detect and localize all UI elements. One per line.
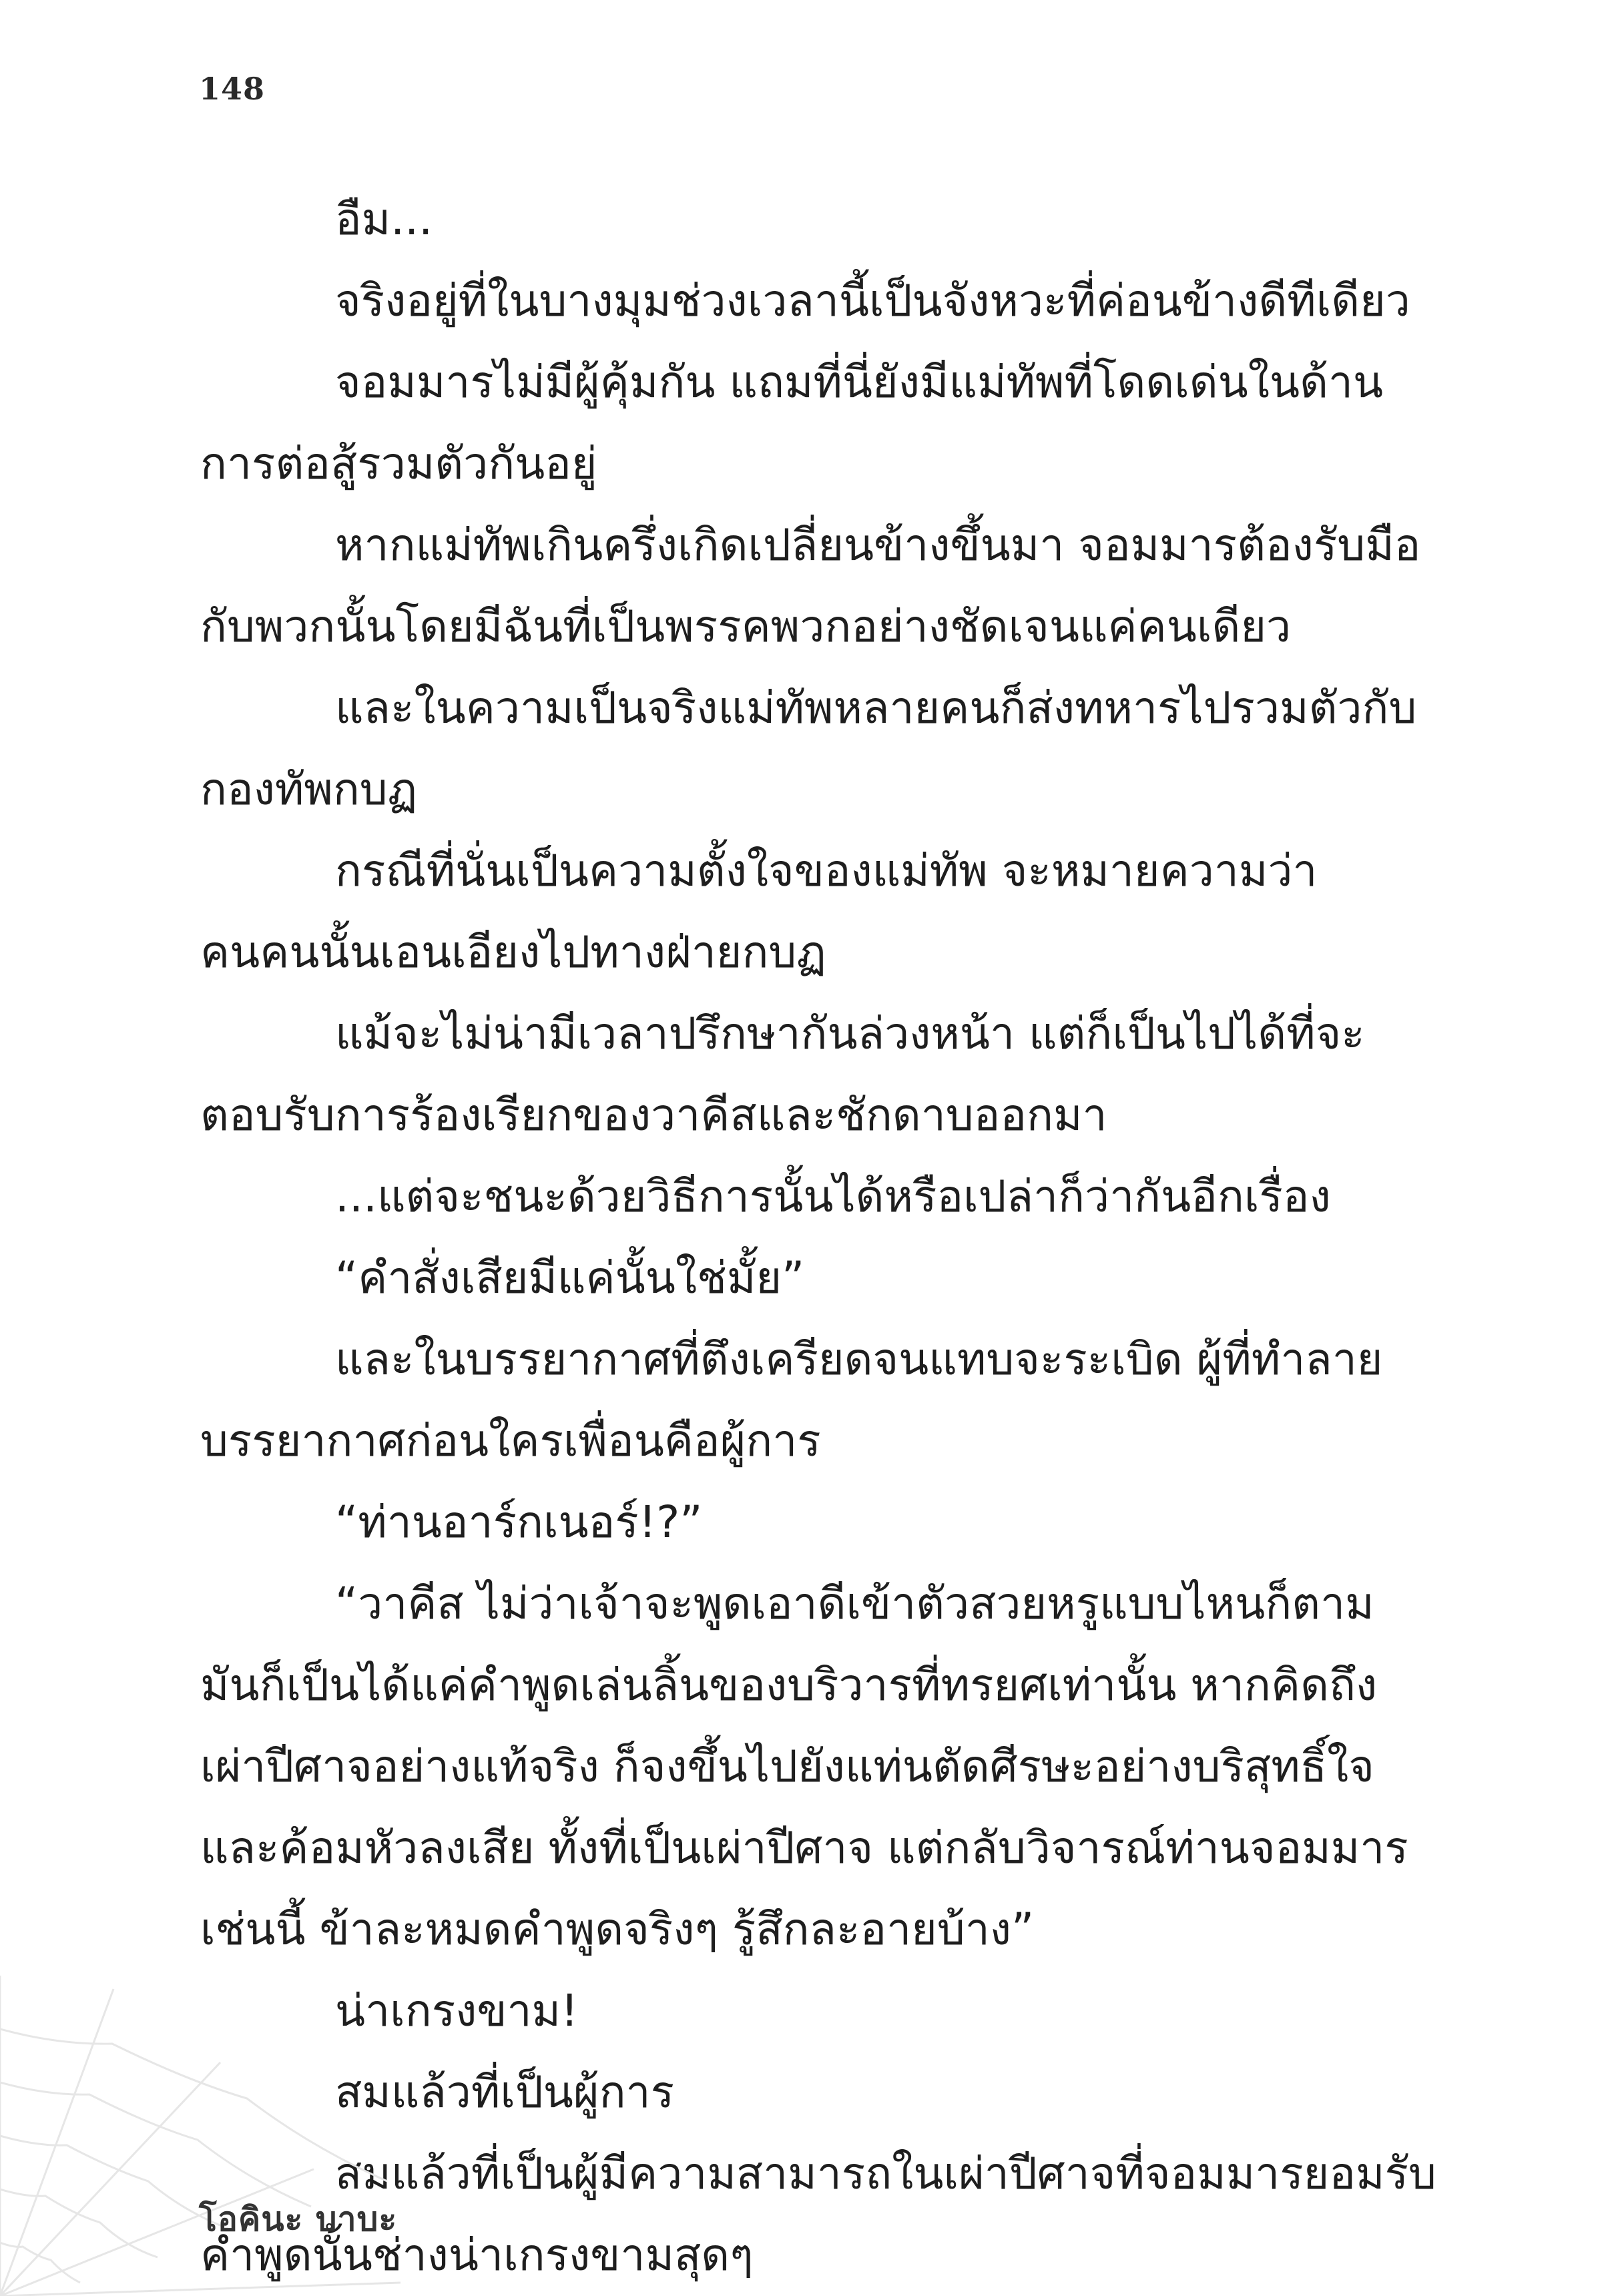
paragraph-line: “ท่านอาร์กเนอร์!?” <box>335 1496 703 1548</box>
paragraph-line: ตอบรับการร้องเรียกของวาคีสและชักดาบออกมา <box>200 1089 1107 1141</box>
paragraph-line: สมแล้วที่เป็นผู้มีความสามารถในเผ่าปีศาจที่จอมมารยอมรับ <box>335 2148 1436 2199</box>
paragraph-line: อืม... <box>335 194 433 245</box>
paragraph-line: จริงอยู่ที่ในบางมุมช่วงเวลานี้เป็นจังหวะที่ค่อนข้างดีทีเดียว <box>335 275 1410 326</box>
paragraph-line: คำพูดนั้นช่างน่าเกรงขามสุดๆ <box>200 2229 754 2281</box>
paragraph-line: การต่อสู้รวมตัวกันอยู่ <box>200 438 597 489</box>
paragraph-line: มันก็เป็นได้แค่คำพูดเล่นลิ้นของบริวารที่ทรยศเท่านั้น หากคิดถึง <box>200 1659 1378 1711</box>
paragraph-line: เผ่าปีศาจอย่างแท้จริง ก็จงขึ้นไปยังแท่นตัดศีรษะอย่างบริสุทธิ์ใจ <box>200 1741 1374 1792</box>
paragraph-line: และค้อมหัวลงเสีย ทั้งที่เป็นเผ่าปีศาจ แต่กลับวิจารณ์ท่านจอมมาร <box>200 1822 1408 1874</box>
paragraph-line: และในบรรยากาศที่ตึงเครียดจนแทบจะระเบิด ผู้ที่ทำลาย <box>335 1334 1383 1385</box>
paragraph-line: เช่นนี้ ข้าละหมดคำพูดจริงๆ รู้สึกละอายบ้าง” <box>200 1904 1035 1955</box>
paragraph-line: แม้จะไม่น่ามีเวลาปรึกษากันล่วงหน้า แต่ก็เป็นไปได้ที่จะ <box>335 1008 1365 1059</box>
paragraph-line: สมแล้วที่เป็นผู้การ <box>335 2066 675 2118</box>
paragraph-line: กรณีที่นั่นเป็นความตั้งใจของแม่ทัพ จะหมายความว่า <box>335 845 1318 896</box>
page-number: 148 <box>199 71 266 107</box>
paragraph-line: คนคนนั้นเอนเอียงไปทางฝ่ายกบฏ <box>200 926 826 978</box>
paragraph-line: ...แต่จะชนะด้วยวิธีการนั้นได้หรือเปล่าก็ว่ากันอีกเรื่อง <box>335 1171 1331 1222</box>
paragraph-line: “วาคีส ไม่ว่าเจ้าจะพูดเอาดีเข้าตัวสวยหรูแบบไหนก็ตาม <box>335 1578 1374 1629</box>
paragraph-line: หากแม่ทัพเกินครึ่งเกิดเปลี่ยนข้างขึ้นมา จอมมารต้องรับมือ <box>335 519 1421 571</box>
paragraph-line: บรรยากาศก่อนใครเพื่อนคือผู้การ <box>200 1415 821 1466</box>
paragraph-line: และในความเป็นจริงแม่ทัพหลายคนก็ส่งทหารไปรวมตัวกับ <box>335 682 1417 734</box>
paragraph-line: กับพวกนั้นโดยมีฉันที่เป็นพรรคพวกอย่างชัดเจนแค่คนเดียว <box>200 601 1292 652</box>
paragraph-line: น่าเกรงขาม! <box>335 1985 579 2036</box>
paragraph-line: “คำสั่งเสียมีแค่นั้นใช่มั้ย” <box>335 1252 805 1304</box>
paragraph-line: จอมมารไม่มีผู้คุ้มกัน แถมที่นี่ยังมีแม่ทัพที่โดดเด่นในด้าน <box>335 356 1384 408</box>
footer-title: โอคินะ บาบะ <box>199 2200 398 2239</box>
paragraph-line: กองทัพกบฏ <box>200 764 418 815</box>
